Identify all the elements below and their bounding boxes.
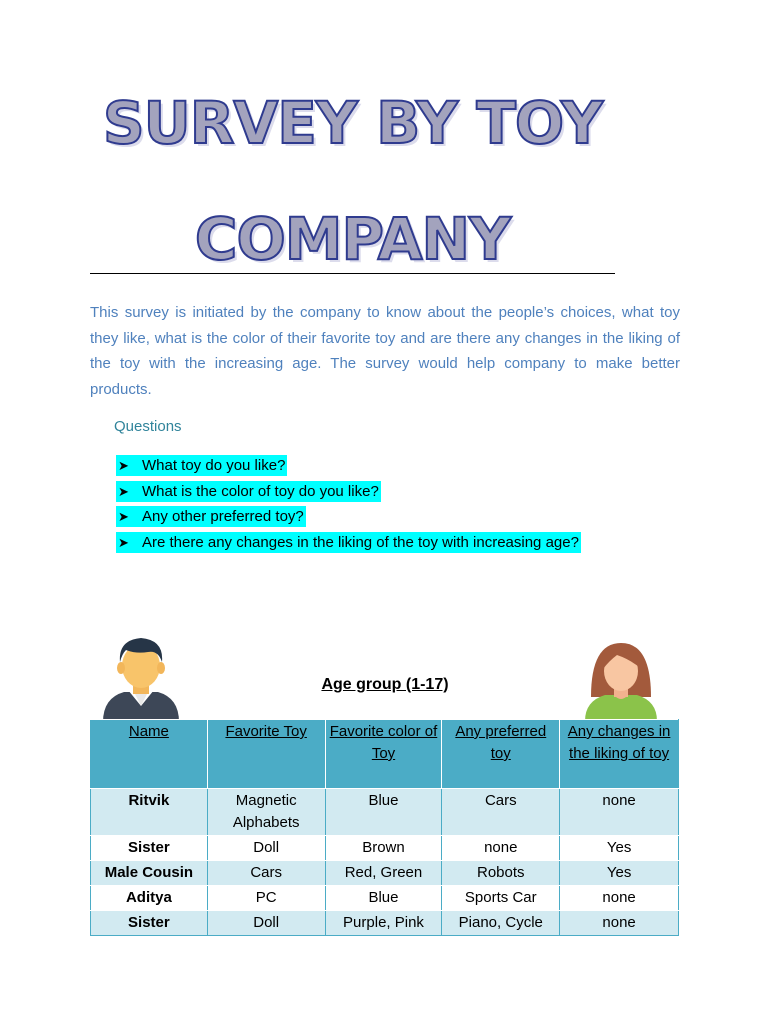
header-name: Name [91, 720, 208, 789]
cell-favorite-color: Red, Green [325, 861, 442, 886]
intro-paragraph: This survey is initiated by the company to know about the people’s choices, what toy they like, what is the color of their favorite toy and are there any changes in the liking of the toy with the increasing age. The survey would help company to make better products. [90, 304, 680, 398]
arrow-bullet-icon: ➤ [118, 483, 129, 499]
cell-favorite-color: Blue [325, 789, 442, 836]
cell-name: Sister [91, 911, 208, 936]
cell-favorite-color: Blue [325, 886, 442, 911]
survey-table [90, 719, 679, 936]
cell-favorite-color: Brown [325, 836, 442, 861]
table-row [91, 789, 679, 836]
cell-name: Male Cousin [91, 861, 208, 886]
arrow-bullet-icon: ➤ [118, 509, 129, 524]
cell-favorite-toy: Magnetic Alphabets [207, 789, 325, 836]
cell-preferred-toy: Sports Car [442, 886, 560, 911]
question-text: Any other preferred toy? [142, 508, 304, 525]
question-text: What toy do you like? [142, 457, 286, 474]
header-preferred-toy: Any preferred toy [442, 720, 560, 789]
header-changes: Any changes in the liking of toy [560, 720, 679, 789]
question-text: What is the color of toy do you like? [142, 482, 379, 500]
cell-favorite-toy: Doll [207, 911, 325, 936]
title-divider [90, 273, 615, 274]
table-row [91, 886, 679, 911]
cell-preferred-toy: Piano, Cycle [442, 911, 560, 936]
title-line-2: COMPANY [194, 205, 511, 273]
question-item [116, 506, 581, 532]
header-favorite-color: Favorite color of Toy [325, 720, 442, 789]
table-row [91, 836, 679, 861]
cell-changes: none [560, 886, 679, 911]
header-favorite-toy: Favorite Toy [207, 720, 325, 789]
cell-name: Aditya [91, 886, 208, 911]
title-line-1: SURVEY BY TOY [102, 89, 603, 157]
table-caption: Age group (1-17) [321, 676, 449, 693]
arrow-bullet-icon: ➤ [118, 534, 129, 550]
questions-list [116, 455, 581, 557]
cell-favorite-toy: Doll [207, 836, 325, 861]
cell-preferred-toy: Robots [442, 861, 560, 886]
table-row [91, 911, 679, 936]
questions-heading: Questions [114, 418, 182, 435]
cell-changes: none [560, 911, 679, 936]
cell-name: Ritvik [91, 789, 208, 836]
question-item [116, 481, 581, 507]
question-text: Are there any changes in the liking of the toy with increasing age? [142, 533, 579, 551]
table-row [91, 861, 679, 886]
question-item [116, 455, 581, 481]
table-header-row [91, 720, 679, 789]
cell-changes: Yes [560, 861, 679, 886]
cell-changes: Yes [560, 836, 679, 861]
cell-favorite-toy: PC [207, 886, 325, 911]
arrow-bullet-icon: ➤ [118, 458, 129, 473]
question-item [116, 532, 581, 558]
cell-changes: none [560, 789, 679, 836]
cell-favorite-color: Purple, Pink [325, 911, 442, 936]
cell-name: Sister [91, 836, 208, 861]
cell-favorite-toy: Cars [207, 861, 325, 886]
cell-preferred-toy: Cars [442, 789, 560, 836]
cell-preferred-toy: none [442, 836, 560, 861]
